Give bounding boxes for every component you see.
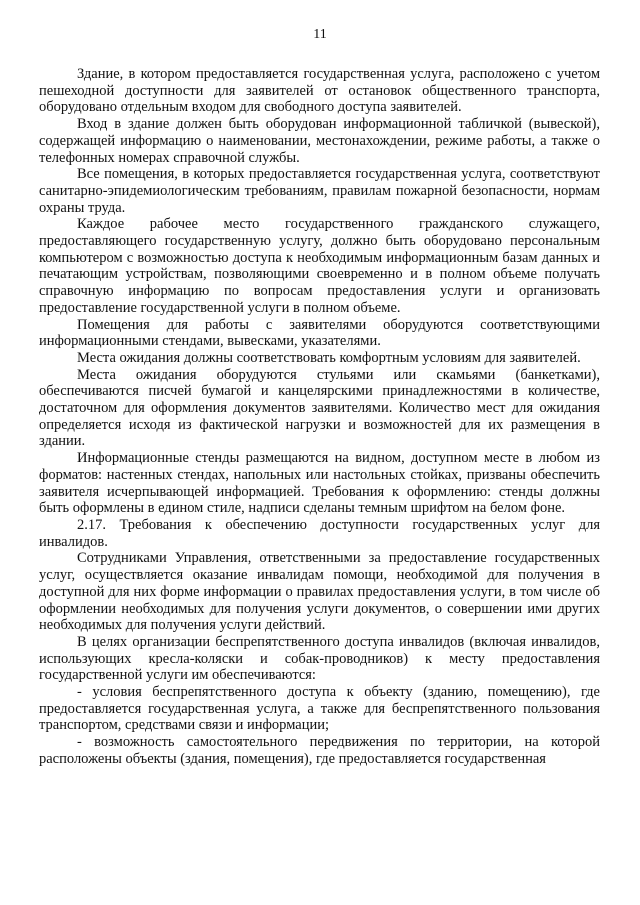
paragraph: Места ожидания оборудуются стульями или скамьями (банкетками), обеспечиваются писчей бумагой и канцелярскими принадлежностями в количестве, достаточном для оформления документов заявителями. Количество мест для ожидания определяется исходя из фактической нагрузки и возможностей для их размещения в здании. bbox=[39, 366, 600, 450]
document-body bbox=[39, 66, 600, 768]
paragraph: Все помещения, в которых предоставляется государственная услуга, соответствуют санитарно-эпидемиологическим требованиям, правилам пожарной безопасности, нормам охраны труда. bbox=[39, 166, 600, 216]
paragraph: Каждое рабочее место государственного гражданского служащего, предоставляющего государственную услугу, должно быть оборудовано персональным компьютером с возможностью доступа к необходимым информационным базам данных и печатающим устройствам, позволяющими своевременно и в полном объеме получать справочную информацию по вопросам предоставления услуги и организовать предоставление государственной услуги в полном объеме. bbox=[39, 216, 600, 316]
section-heading: 2.17. Требования к обеспечению доступности государственных услуг для инвалидов. bbox=[39, 516, 600, 550]
list-item: - условия беспрепятственного доступа к объекту (зданию, помещению), где предоставляется государственная услуга, а также для беспрепятственного пользования транспортом, средствами связи и информации; bbox=[39, 684, 600, 734]
paragraph: Места ожидания должны соответствовать комфортным условиям для заявителей. bbox=[77, 349, 581, 366]
paragraph: Здание, в котором предоставляется государственная услуга, расположено с учетом пешеходной доступности для заявителей от остановок общественного транспорта, оборудовано отдельным входом для свободного доступа заявителей. bbox=[39, 66, 600, 116]
page-number: 11 bbox=[313, 27, 327, 42]
paragraph: Вход в здание должен быть оборудован информационной табличкой (вывеской), содержащей информацию о наименовании, местонахождении, режиме работы, а также о телефонных номерах справочной службы. bbox=[39, 116, 600, 166]
list-item: - возможность самостоятельного передвижения по территории, на которой расположены объекты (здания, помещения), где предоставляется государственная bbox=[39, 734, 600, 767]
paragraph: В целях организации беспрепятственного доступа инвалидов (включая инвалидов, использующих кресла-коляски и собак-проводников) к месту предоставления государственной услуги им обеспечиваются: bbox=[39, 633, 600, 684]
paragraph: Помещения для работы с заявителями оборудуются соответствующими информационными стендами, вывесками, указателями. bbox=[39, 316, 600, 350]
paragraph: Сотрудниками Управления, ответственными за предоставление государственных услуг, осуществляется оказание инвалидам помощи, необходимой для получения в доступной для них форме информации о правилах предоставления услуги, в том числе об оформлении необходимых для получения услуги документов, о совершении ими других необходимых для получения услуги действий. bbox=[39, 550, 600, 634]
paragraph: Информационные стенды размещаются на видном, доступном месте в любом из форматов: настенных стендах, напольных или настольных стойках, призваны обеспечить заявителя исчерпывающей информацией. Требования к оформлению: стенды должны быть оформлены в едином стиле, надписи сделаны темным шрифтом на белом фоне. bbox=[39, 450, 600, 517]
